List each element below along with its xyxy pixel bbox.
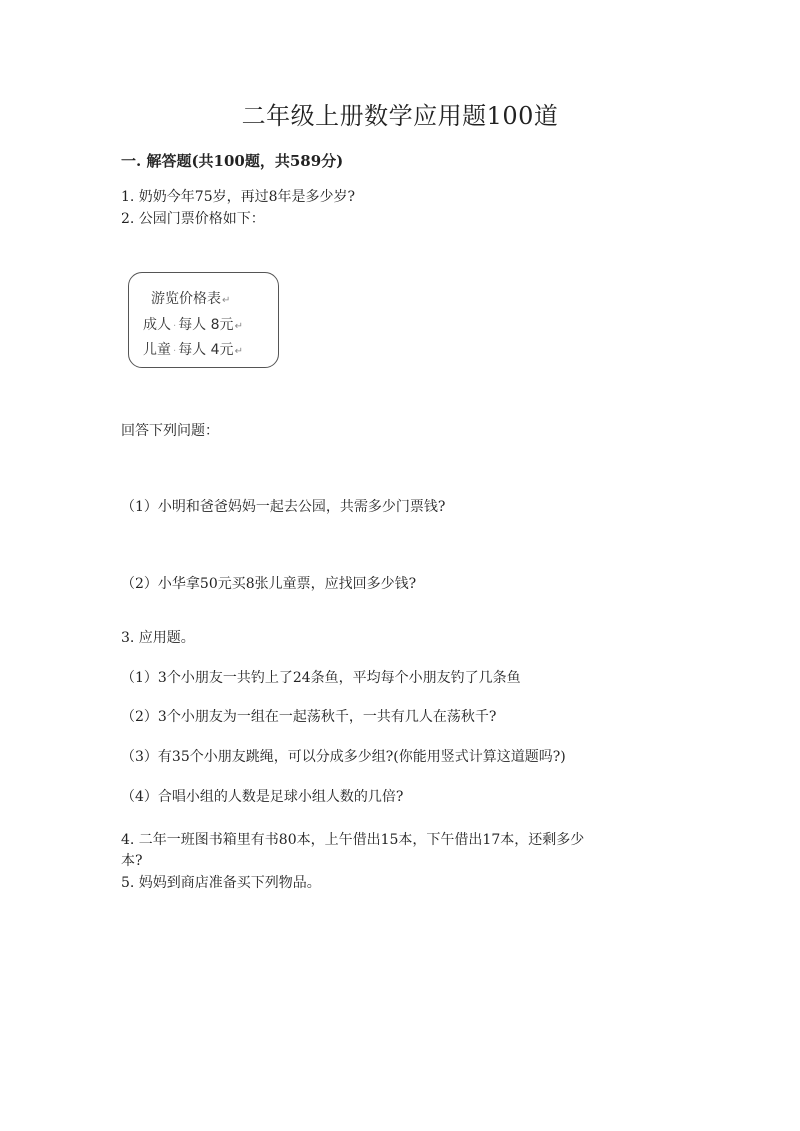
- question-3-sub-1: （1）3个小朋友一共钓上了24条鱼，平均每个小朋友钓了几条鱼: [121, 670, 521, 686]
- question-4-line-2: 本?: [121, 853, 143, 869]
- question-2-sub-2: （2）小华拿50元买8张儿童票，应找回多少钱?: [121, 576, 417, 592]
- price-table-box: [128, 272, 279, 368]
- child-price: 4元: [210, 342, 234, 358]
- page-title: 二年级上册数学应用题100道: [241, 102, 559, 130]
- return-mark-icon: ↵: [234, 321, 243, 332]
- return-mark-icon: ↵: [234, 346, 243, 357]
- child-label: 儿童: [143, 342, 171, 358]
- question-3-sub-4: （4）合唱小组的人数是足球小组人数的几倍?: [121, 789, 404, 805]
- question-3-sub-2: （2）3个小朋友为一组在一起荡秋千，一共有几人在荡秋千?: [121, 709, 497, 725]
- section-heading: 一. 解答题(共100题，共589分): [121, 152, 344, 170]
- question-3-sub-3: （3）有35个小朋友跳绳，可以分成多少组?(你能用竖式计算这道题吗?): [121, 749, 566, 765]
- price-table-heading: 游览价格表: [151, 291, 221, 307]
- question-3: 3. 应用题。: [121, 630, 195, 646]
- question-1: 1. 奶奶今年75岁，再过8年是多少岁?: [121, 189, 356, 205]
- question-5: 5. 妈妈到商店准备买下列物品。: [121, 875, 321, 891]
- question-4-line-1: 4. 二年一班图书箱里有书80本，上午借出15本，下午借出17本，还剩多少: [121, 832, 585, 848]
- adult-label: 成人: [143, 317, 171, 333]
- price-table-heading-row: [151, 288, 230, 308]
- child-rate: 每人: [178, 342, 207, 358]
- price-row-child: 儿童 · 每人 4元↵: [143, 342, 243, 358]
- return-mark-icon: ↵: [222, 295, 231, 306]
- question-2: 2. 公园门票价格如下：: [121, 211, 265, 227]
- question-2-sub-1: （1）小明和爸爸妈妈一起去公园，共需多少门票钱?: [121, 499, 446, 515]
- question-2-prompt: 回答下列问题：: [121, 423, 219, 439]
- adult-rate: 每人: [178, 317, 207, 333]
- price-row-adult: 成人 · 每人 8元↵: [143, 317, 243, 333]
- adult-price: 8元: [210, 317, 234, 333]
